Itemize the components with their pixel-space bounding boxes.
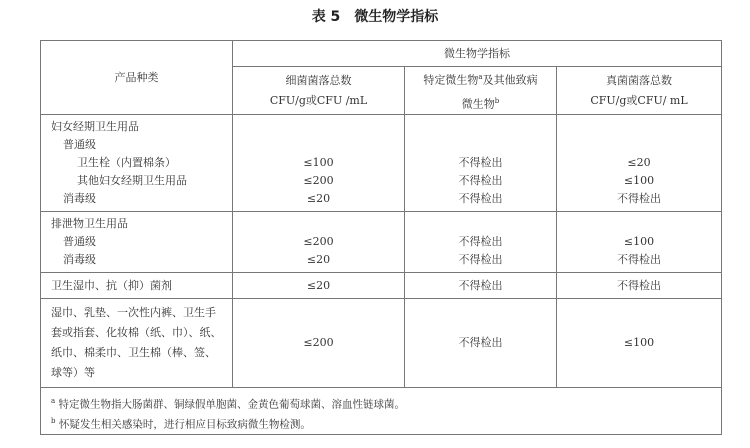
footnote-text: 怀疑发生相关感染时，进行相应目标致病微生物检测。 — [58, 418, 311, 431]
footnote-ref-b: b — [494, 96, 500, 105]
footnote-text: 特定微生物指大肠菌群、铜绿假单胞菌、金黄色葡萄球菌、溶血性链球菌。 — [58, 398, 406, 411]
table-row — [41, 115, 722, 212]
header-pathogen-text1: 特定微生物 — [423, 73, 479, 87]
value — [405, 215, 556, 233]
row-label: 普通级 — [63, 235, 96, 249]
table-title — [0, 6, 750, 26]
table-row — [41, 299, 722, 388]
value — [405, 136, 556, 154]
header-pathogen-text2: 及其他致病 — [482, 73, 538, 87]
value: 不得检出 — [458, 156, 503, 170]
value — [557, 118, 721, 136]
fungi-cell: 不得检出 — [557, 273, 722, 299]
value: ≤20 — [306, 192, 331, 206]
value: ≤20 — [627, 156, 651, 170]
bacteria-cell — [233, 212, 405, 273]
header-pathogen-text3: 微生物 — [461, 97, 495, 111]
row-labels — [41, 212, 233, 273]
header-fungi — [557, 67, 722, 115]
row-label: 排泄物卫生用品 — [51, 217, 128, 231]
header-bacteria — [233, 67, 405, 115]
pathogen-cell — [405, 115, 557, 212]
value: 不得检出 — [458, 253, 503, 267]
value: ≤200 — [303, 235, 334, 249]
table-row — [41, 273, 722, 299]
row-label: 消毒级 — [63, 192, 96, 206]
header-bacteria-line2: CFU/g或CFU /mL — [269, 93, 368, 107]
footnote-row — [41, 388, 722, 435]
pathogen-cell: 不得检出 — [405, 299, 557, 388]
row-labels — [41, 273, 233, 299]
fungi-cell — [557, 212, 722, 273]
row-label: 卫生湿巾、抗（抑）菌剂 — [51, 278, 172, 292]
header-row-1 — [41, 41, 722, 67]
header-group: 微生物学指标 — [233, 41, 722, 67]
row-label: 卫生栓（内置棉条） — [77, 156, 176, 170]
microbiology-table — [40, 40, 722, 435]
value — [405, 118, 556, 136]
value — [557, 215, 721, 233]
header-product-type: 产品种类 — [41, 41, 233, 115]
header-fungi-line1: 真菌菌落总数 — [606, 73, 672, 87]
value: ≤200 — [303, 174, 334, 188]
value: 不得检出 — [458, 192, 503, 206]
table-caption: 微生物学指标 — [354, 9, 439, 25]
bacteria-cell: ≤20 — [233, 273, 405, 299]
fungi-cell — [557, 115, 722, 212]
pathogen-cell — [405, 212, 557, 273]
value: 不得检出 — [458, 235, 503, 249]
value — [233, 215, 404, 233]
footnote-a — [51, 391, 711, 411]
row-label: 妇女经期卫生用品 — [51, 120, 139, 134]
value — [557, 136, 721, 154]
footnote-mark: b — [51, 417, 56, 426]
pathogen-cell: 不得检出 — [405, 273, 557, 299]
row-label: 湿巾、乳垫、一次性内裤、卫生手套或指套、化妆棉（纸、巾）、纸、纸巾、棉柔巾、卫生棉（棒、签、球等）等 — [41, 299, 233, 388]
table-number: 表 5 — [311, 9, 341, 25]
value: ≤100 — [303, 156, 334, 170]
footnote-mark: a — [51, 397, 56, 406]
bacteria-cell — [233, 115, 405, 212]
value: ≤100 — [623, 235, 655, 249]
value: 不得检出 — [617, 253, 661, 267]
value: 不得检出 — [458, 174, 503, 188]
value — [233, 136, 404, 154]
footnote-b — [51, 411, 711, 431]
fungi-cell: ≤100 — [557, 299, 722, 388]
header-bacteria-line1: 细菌菌落总数 — [285, 73, 352, 87]
footnotes — [41, 388, 722, 435]
row-label: 消毒级 — [63, 253, 96, 267]
row-labels — [41, 115, 233, 212]
value — [233, 118, 404, 136]
bacteria-cell: ≤200 — [233, 299, 405, 388]
table-row — [41, 212, 722, 273]
value: ≤100 — [623, 174, 655, 188]
value: ≤20 — [306, 253, 331, 267]
header-fungi-line2: CFU/g或CFU/ mL — [590, 93, 688, 107]
row-label: 普通级 — [63, 138, 96, 152]
row-label: 其他妇女经期卫生用品 — [77, 174, 187, 188]
header-pathogen — [405, 67, 557, 115]
footnote-ref-a: a — [478, 73, 483, 81]
value: 不得检出 — [617, 192, 661, 206]
